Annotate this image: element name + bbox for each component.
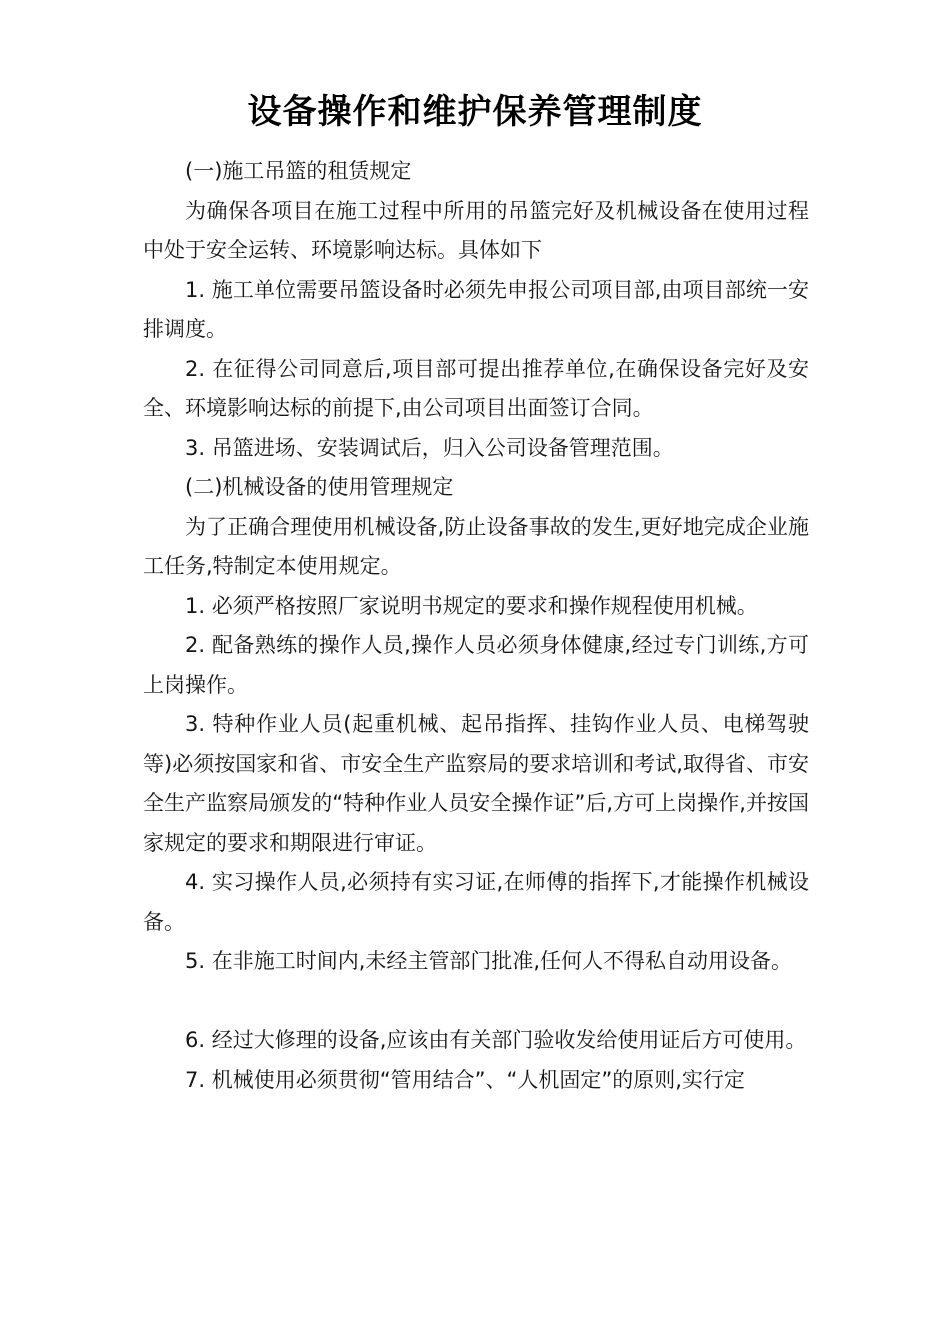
list-item-2-1: 1. 必须严格按照厂家说明书规定的要求和操作规程使用机械。 <box>185 593 758 618</box>
page-title: 设备操作和维护保养管理制度 <box>247 92 703 132</box>
list-item-2-3: 3. 特种作业人员(起重机械、起吊指挥、挂钩作业人员、电梯驾驶等)必须按国家和省、市安全生产监察局的要求培训和考试,取得省、市安全生产监察局颁发的“特种作业人员安全操作证”后,方可上岗操作,并按国家规定的要求和期限进行审证。 <box>143 712 809 855</box>
paragraph-intro-1: 为确保各项目在施工过程中所用的吊篮完好及机械设备在使用过程中处于安全运转、环境影响达标。具体如下 <box>143 198 809 262</box>
section-heading-1: (一)施工吊篮的租赁规定 <box>185 159 412 183</box>
list-item-2-4: 4. 实习操作人员,必须持有实习证,在师傅的指挥下,才能操作机械设备。 <box>143 870 809 934</box>
list-item-1-3: 3. 吊篮进场、安装调试后，归入公司设备管理范围。 <box>185 435 674 460</box>
document-body <box>143 152 809 1100</box>
section-heading-2: (二)机械设备的使用管理规定 <box>185 475 454 499</box>
blank-line <box>143 982 809 1022</box>
list-item-2-5: 5. 在非施工时间内,未经主管部门批准,任何人不得私自动用设备。 <box>185 949 793 973</box>
list-item-2-2: 2. 配备熟练的操作人员,操作人员必须身体健康,经过专门训练,方可上岗操作。 <box>143 633 809 697</box>
paragraph-intro-2: 为了正确合理使用机械设备,防止设备事故的发生,更好地完成企业施工任务,特制定本使用规定。 <box>143 514 809 578</box>
list-item-2-7: 7. 机械使用必须贯彻“管用结合”、“人机固定”的原则,实行定 <box>185 1067 745 1092</box>
list-item-1-2: 2. 在征得公司同意后,项目部可提出推荐单位,在确保设备完好及安全、环境影响达标的前提下,由公司项目出面签订合同。 <box>143 356 809 420</box>
list-item-1-1: 1. 施工单位需要吊篮设备时必须先申报公司项目部,由项目部统一安排调度。 <box>143 277 809 341</box>
list-item-2-6: 6. 经过大修理的设备,应该由有关部门验收发给使用证后方可使用。 <box>185 1028 807 1052</box>
